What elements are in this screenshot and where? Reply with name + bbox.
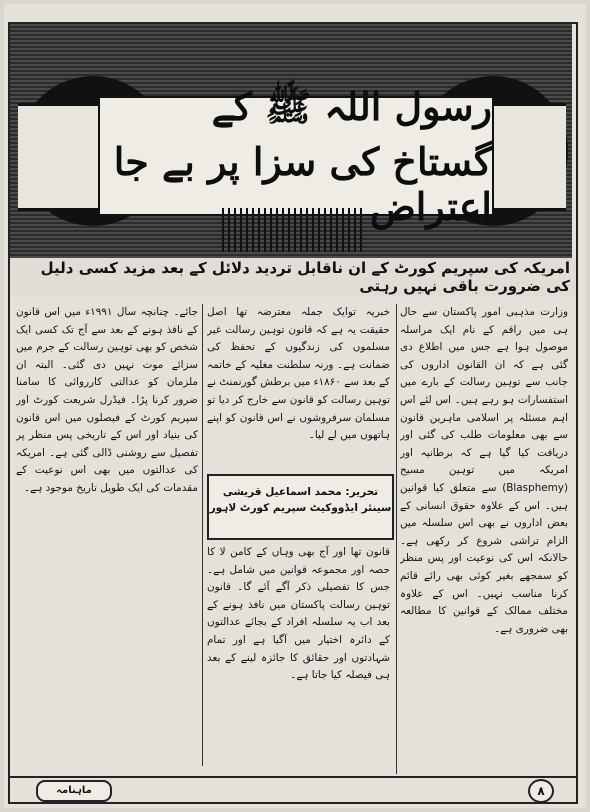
article-column-middle-top [207,304,390,466]
subtitle-banner [10,258,576,296]
article-title: رسول اللہ ﷺ کے گستاخ کی سزا پر بے جا اعتراض [113,83,492,229]
decorative-bars [222,208,366,252]
article-column-middle-bottom [207,544,390,762]
page-number: ۸ [528,779,554,803]
column-left-text: جائے۔ چنانچہ سال ۱۹۹۱ء میں اس قانون کے نافذ ہونے کے بعد سے آج تک کسی ایک شخص کو بھی توہین رسالت کے جرم میں سزائے موت نہیں دی گئی۔ البتہ ان ملزمان کو عدالتی کارروائی کا سامنا ضرور کرنا پڑا۔ فیڈرل شریعت کورٹ اور سپریم کورٹ کے فیصلوں میں اس قانون کی بنیاد اور اس کے تاریخی پس منظر پر تفصیل سے روشنی ڈالی گئی ہے۔ امریکہ کی عدالتوں میں بھی اس نوعیت کے مقدمات کی ایک طویل تاریخ موجود ہے۔ [16,306,198,494]
article-subtitle: امریکہ کی سپریم کورٹ کے ان ناقابل تردید دلائل کے بعد مزید کسی دلیل کی ضرورت باقی نہیں رہتی [10,258,576,296]
article-column-right [400,304,568,774]
column-divider-right [396,304,397,774]
byline-title: سینئر ایڈووکیٹ سپریم کورٹ لاہور [209,502,392,514]
byline-box [207,474,394,540]
byline-author: تحریر: محمد اسماعیل قریشی [222,486,379,498]
magazine-logo: ماہنامہ [36,780,112,802]
column-divider-left [202,304,203,766]
article-column-left [16,304,198,760]
column-middle-top-text: خبریہ توایک جملہ معترضہ تھا اصل حقیقت یہ ہے کہ قانون توہین رسالت غیر مسلموں کی زندگیوں کے تحفظ کی ضمانت ہے۔ ورنہ سلطنت مغلیہ کے خاتمہ کے بعد سے ۱۸۶۰ء میں برطش گورنمنٹ نے توہین رسالت کو قانون سے خارج کر دیا تو مسلمان سرفروشوں نے اس قانون کو اپنے ہاتھوں میں لے لیا۔ [207,306,390,442]
title-plate [98,83,494,229]
column-middle-bottom-text: قانون تھا اور آج بھی وہاں کے کامن لا کا حصہ اور مجموعہ قوانین میں شامل ہے۔ جس کا تفصیلی ذکر آگے آئے گا۔ قانون توہین رسالت پاکستان میں نافذ ہونے کے بعد اب یہ سلسلہ افراد کے بجائے عدالتوں کے دائرہ اختیار میں آگیا ہے اور تمام شہادتوں اور حقائق کا جائزہ لینے کے بعد ہی فیصلہ کیا جاتا ہے۔ [207,546,390,682]
column-right-text: وزارت مذہبی امور پاکستان سے حال ہی میں راقم کے نام ایک مراسلہ موصول ہوا ہے جس میں اطلاع دی گئی ہے کہ ان القانون اداروں کی جانب سے توہین رسالت کے بارے میں استفسارات ہو رہے ہیں۔ اس لئے اس اہم مسئلہ پر اسلامی ماہرین قانون سے بھی معلومات طلب کی گئی اور دریافت کیا گیا ہے کہ برطانیہ اور امریکہ میں توہین مسیح (Blasphemy) سے متعلق کیا قوانین ہیں۔ اس کے علاوہ حقوق انسانی کے بعض اداروں نے بھی اس سلسلہ میں الزام تراشی شروع کر رکھی ہے۔ حالانکہ اس کی نوعیت اور پس منظر کو سمجھے بغیر کوئی بھی رائے قائم کرنا مناسب نہیں۔ اس کے علاوہ مختلف ممالک کے قوانین کا مطالعہ بھی ضروری ہے۔ [400,306,568,635]
